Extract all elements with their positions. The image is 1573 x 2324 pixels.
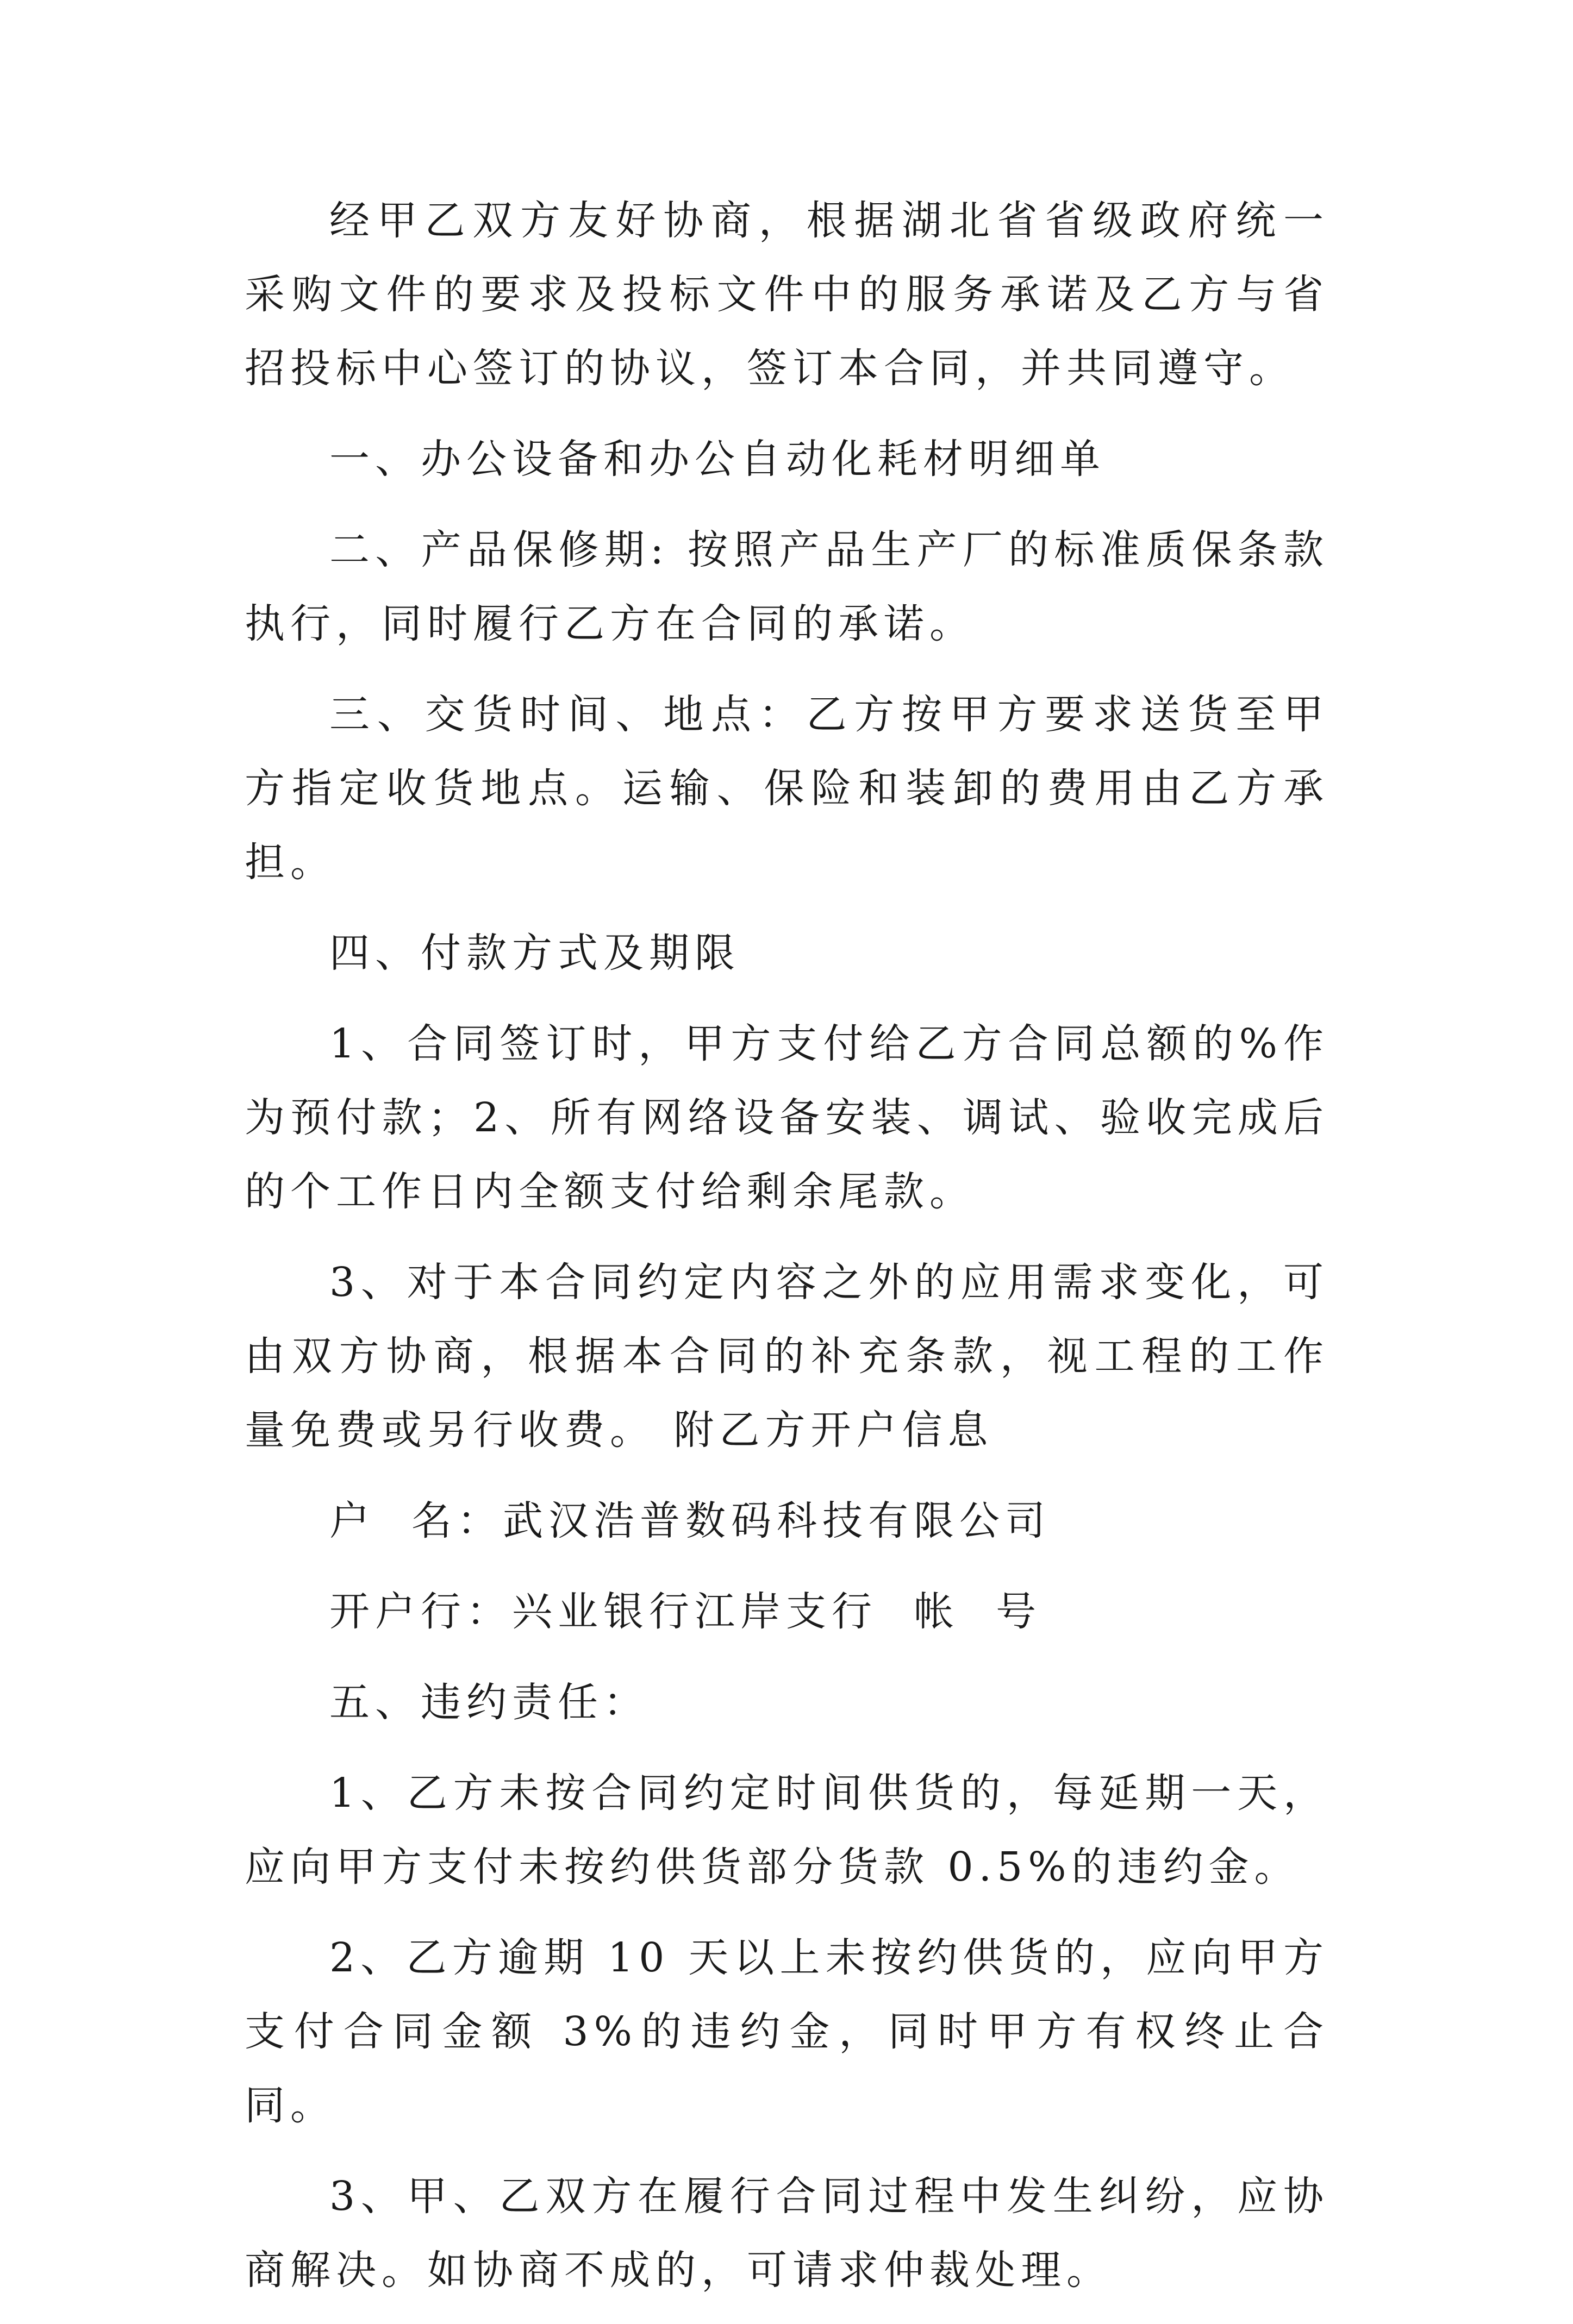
paragraph-item-4-payment-heading: 四、付款方式及期限: [329, 930, 740, 976]
paragraph-item-3-delivery: 三、交货时间、地点：乙方按甲方要求送货至甲方指定收货地点。运输、保险和装卸的费用由乙方承担。: [245, 691, 1329, 886]
paragraph-item-5-liability-heading: 五、违约责任：: [329, 1679, 649, 1726]
paragraph-liability-clause-2: 2、乙方逾期 10 天以上未按约供货的，应向甲方支付合同金额 3%的违约金，同时甲方有权终止合同。: [245, 1934, 1329, 2129]
paragraph-item-1-equipment-list: 一、办公设备和办公自动化耗材明细单: [329, 436, 1106, 483]
paragraph-liability-clause-1: 1、乙方未按合同约定时间供货的，每延期一天，应向甲方支付未按约供货部分货款 0.5%的违约金。: [245, 1770, 1329, 1890]
paragraph-liability-clause-3: 3、甲、乙双方在履行合同过程中发生纠纷，应协商解决。如协商不成的，可请求仲裁处理。: [245, 2173, 1329, 2294]
paragraph-payment-clause-3: 3、对于本合同约定内容之外的应用需求变化，可由双方协商，根据本合同的补充条款，视工程的工作量免费或另行收费。 附乙方开户信息: [245, 1259, 1329, 1454]
paragraph-account-name: 户 名：武汉浩普数码科技有限公司: [329, 1498, 1051, 1544]
paragraph-bank-account: 开户行：兴业银行江岸支行 帐 号: [329, 1588, 1042, 1635]
paragraph-payment-clause-1-2: 1、合同签订时，甲方支付给乙方合同总额的%作为预付款；2、所有网络设备安装、调试、验收完成后的个工作日内全额支付给剩余尾款。: [245, 1020, 1329, 1215]
document-body: [245, 184, 1329, 2324]
paragraph-item-2-warranty: 二、产品保修期: 按照产品生产厂的标准质保条款执行，同时履行乙方在合同的承诺。: [245, 527, 1329, 647]
paragraph-intro: 经甲乙双方友好协商，根据湖北省省级政府统一采购文件的要求及投标文件中的服务承诺及乙方与省招投标中心签订的协议，签订本合同，并共同遵守。: [245, 197, 1329, 392]
